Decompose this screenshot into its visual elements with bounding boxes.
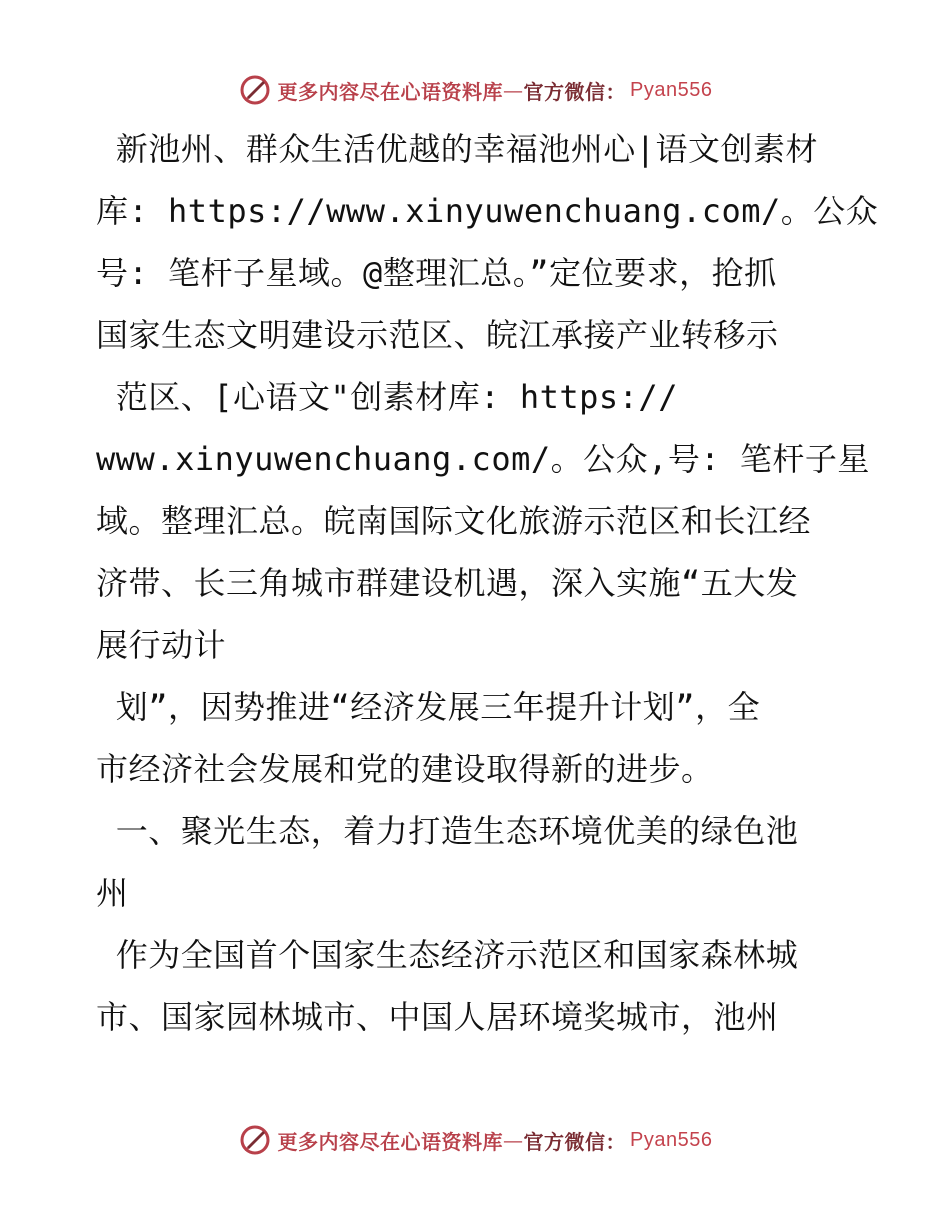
text-line: 库: https://www.xinyuwenchuang.com/。公众: [96, 192, 879, 230]
footer-banner: [0, 1120, 950, 1160]
quill-logo-icon: [238, 73, 272, 107]
text-line: 市经济社会发展和党的建设取得新的进步。: [96, 750, 714, 788]
banner-dash: —: [503, 78, 524, 102]
text-line: 州: [96, 874, 129, 912]
text-line: 域。整理汇总。皖南国际文化旅游示范区和长江经: [96, 502, 812, 540]
text-line: www.xinyuwenchuang.com/。公众,号: 笔杆子星: [96, 440, 870, 478]
banner-main-text: 更多内容尽在心语资料库: [277, 79, 504, 104]
text-line: 济带、长三角城市群建设机遇，深入实施“五大发: [96, 564, 799, 602]
banner-dash: —: [503, 1128, 524, 1152]
text-line: 展行动计: [96, 626, 227, 664]
document-body: [96, 118, 879, 1048]
banner-wechat-label: 官方微信：: [523, 1129, 627, 1154]
banner-wechat-id: Pyan556: [630, 1128, 713, 1151]
text-line: 范区、[心语文"创素材库: https://: [96, 378, 678, 416]
text-line: 作为全国首个国家生态经济示范区和国家森林城: [96, 936, 799, 974]
header-banner: [0, 70, 950, 110]
text-line: 新池州、群众生活优越的幸福池州心|语文创素材: [96, 130, 819, 168]
text-line: 划”，因势推进“经济发展三年提升计划”，全: [96, 688, 761, 726]
banner-wechat-id: Pyan556: [630, 78, 713, 101]
text-line: 国家生态文明建设示范区、皖江承接产业转移示: [96, 316, 779, 354]
quill-logo-icon: [238, 1123, 272, 1157]
text-line: 一、聚光生态，着力打造生态环境优美的绿色池: [96, 812, 799, 850]
text-line: 号: 笔杆子星域。@整理汇总。”定位要求，抢抓: [96, 254, 777, 292]
banner-main-text: 更多内容尽在心语资料库: [277, 1129, 504, 1154]
text-line: 市、国家园林城市、中国人居环境奖城市，池州: [96, 998, 779, 1036]
banner-wechat-label: 官方微信：: [523, 79, 627, 104]
